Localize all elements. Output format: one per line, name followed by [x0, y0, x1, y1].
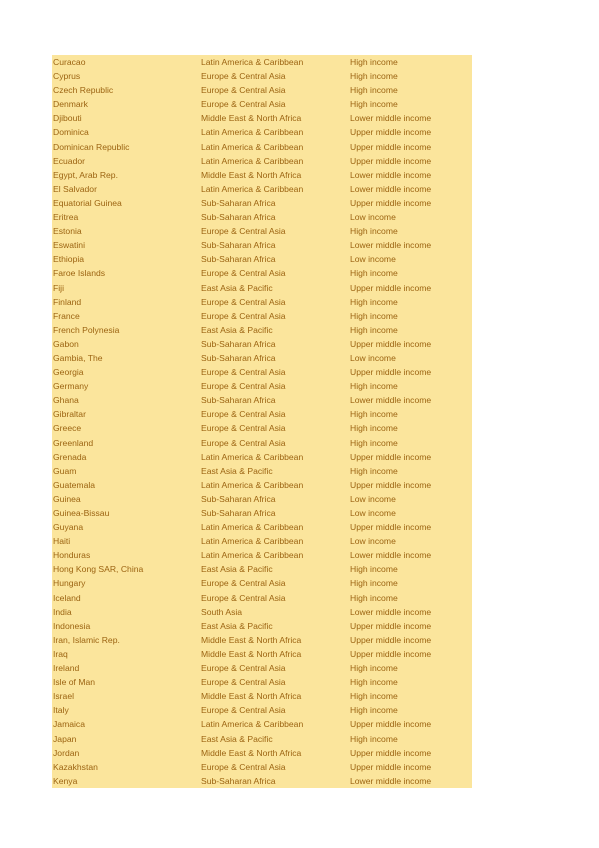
income-cell: Upper middle income	[350, 127, 432, 138]
country-cell: Greece	[53, 423, 82, 434]
income-cell: Low income	[350, 508, 396, 518]
country-cell: Guam	[53, 465, 77, 476]
country-cell: Gibraltar	[53, 409, 86, 420]
region-cell: East Asia & Pacific	[201, 564, 273, 575]
country-cell: Faroe Islands	[53, 268, 106, 279]
region-cell: Sub-Saharan Africa	[201, 508, 276, 518]
table-row	[52, 337, 472, 351]
country-cell: Iceland	[53, 592, 81, 603]
country-cell: Iraq	[53, 648, 68, 659]
table-row	[52, 196, 472, 210]
country-cell: Ireland	[53, 663, 80, 674]
table-row	[52, 576, 472, 590]
table-row	[52, 55, 472, 69]
income-cell: Upper middle income	[350, 141, 432, 152]
table-row	[52, 520, 472, 534]
income-cell: High income	[350, 296, 398, 307]
region-cell: Latin America & Caribbean	[201, 127, 304, 138]
income-cell: Lower middle income	[350, 550, 432, 561]
table-row	[52, 295, 472, 309]
region-cell: Europe & Central Asia	[201, 85, 286, 96]
country-cell: Greenland	[53, 437, 94, 448]
country-table	[52, 55, 472, 788]
country-cell: Iran, Islamic Rep.	[53, 634, 120, 645]
income-cell: Low income	[350, 493, 396, 504]
income-cell: High income	[350, 705, 398, 716]
income-cell: Low income	[350, 212, 396, 223]
income-cell: High income	[350, 437, 398, 448]
income-cell: Upper middle income	[350, 197, 432, 208]
country-cell: Curacao	[53, 57, 86, 67]
income-cell: Upper middle income	[350, 522, 432, 533]
table-row	[52, 633, 472, 647]
income-cell: Lower middle income	[350, 169, 432, 180]
table-row	[52, 464, 472, 478]
country-cell: Guyana	[53, 522, 84, 533]
region-cell: Sub-Saharan Africa	[201, 338, 276, 349]
country-cell: Japan	[53, 733, 77, 744]
region-cell: Europe & Central Asia	[201, 99, 286, 110]
region-cell: Latin America & Caribbean	[201, 536, 304, 547]
country-cell: Eritrea	[53, 212, 79, 223]
country-cell: Ghana	[53, 395, 79, 406]
country-cell: Honduras	[53, 550, 91, 561]
region-cell: East Asia & Pacific	[201, 324, 273, 335]
region-cell: Middle East & North Africa	[201, 648, 302, 659]
table-row	[52, 732, 472, 746]
region-cell: Latin America & Caribbean	[201, 155, 304, 166]
country-cell: Isle of Man	[53, 677, 96, 688]
income-cell: Low income	[350, 254, 396, 265]
country-cell: Djibouti	[53, 113, 82, 124]
region-cell: Sub-Saharan Africa	[201, 395, 276, 406]
table-row	[52, 365, 472, 379]
table-row	[52, 238, 472, 252]
table-row	[52, 224, 472, 238]
table-row	[52, 154, 472, 168]
country-cell: Ecuador	[53, 155, 86, 166]
table-row	[52, 548, 472, 562]
income-cell: Lower middle income	[350, 240, 432, 251]
table-row	[52, 281, 472, 295]
table-row	[52, 661, 472, 675]
region-cell: Europe & Central Asia	[201, 761, 286, 772]
income-cell: Upper middle income	[350, 634, 432, 645]
table-row	[52, 605, 472, 619]
income-cell: Low income	[350, 352, 396, 363]
income-cell: Lower middle income	[350, 113, 432, 124]
income-cell: Upper middle income	[350, 648, 432, 659]
country-cell: Indonesia	[53, 620, 91, 631]
income-cell: Upper middle income	[350, 155, 432, 166]
region-cell: Latin America & Caribbean	[201, 479, 304, 490]
country-cell: Germany	[53, 381, 89, 392]
income-cell: Upper middle income	[350, 620, 432, 631]
income-cell: Low income	[350, 536, 396, 547]
country-cell: Gambia, The	[53, 352, 103, 363]
table-row	[52, 182, 472, 196]
table-row	[52, 492, 472, 506]
country-cell: Denmark	[53, 99, 88, 110]
table-row	[52, 351, 472, 365]
region-cell: Europe & Central Asia	[201, 423, 286, 434]
region-cell: Sub-Saharan Africa	[201, 775, 276, 786]
table-row	[52, 421, 472, 435]
table-row	[52, 407, 472, 421]
country-cell: Finland	[53, 296, 82, 307]
region-cell: Europe & Central Asia	[201, 705, 286, 716]
country-cell: Egypt, Arab Rep.	[53, 169, 118, 180]
country-cell: French Polynesia	[53, 324, 120, 335]
income-cell: High income	[350, 733, 398, 744]
income-cell: Lower middle income	[350, 606, 432, 617]
country-cell: Hong Kong SAR, China	[53, 564, 144, 575]
table-row	[52, 266, 472, 280]
income-cell: High income	[350, 324, 398, 335]
table-row	[52, 125, 472, 139]
country-cell: Guinea-Bissau	[53, 508, 110, 518]
country-cell: Gabon	[53, 338, 79, 349]
table-row	[52, 562, 472, 576]
income-cell: Lower middle income	[350, 183, 432, 194]
country-cell: Equatorial Guinea	[53, 197, 122, 208]
country-cell: Haiti	[53, 536, 71, 547]
country-cell: India	[53, 606, 72, 617]
region-cell: Latin America & Caribbean	[201, 719, 304, 730]
table-row	[52, 619, 472, 633]
table-row	[52, 689, 472, 703]
region-cell: East Asia & Pacific	[201, 620, 273, 631]
region-cell: Middle East & North Africa	[201, 691, 302, 702]
country-cell: Georgia	[53, 367, 84, 378]
region-cell: Europe & Central Asia	[201, 268, 286, 279]
table-row	[52, 252, 472, 266]
table-row	[52, 703, 472, 717]
income-cell: High income	[350, 57, 398, 67]
income-cell: Upper middle income	[350, 367, 432, 378]
table-row	[52, 534, 472, 548]
region-cell: Sub-Saharan Africa	[201, 254, 276, 265]
region-cell: Latin America & Caribbean	[201, 141, 304, 152]
region-cell: Europe & Central Asia	[201, 226, 286, 237]
income-cell: High income	[350, 310, 398, 321]
region-cell: East Asia & Pacific	[201, 282, 273, 293]
region-cell: South Asia	[201, 606, 243, 617]
table-row	[52, 450, 472, 464]
table-row	[52, 746, 472, 760]
country-cell: Israel	[53, 691, 75, 702]
region-cell: Europe & Central Asia	[201, 578, 286, 589]
table-row	[52, 774, 472, 788]
country-cell: Estonia	[53, 226, 82, 237]
income-cell: High income	[350, 409, 398, 420]
region-cell: East Asia & Pacific	[201, 733, 273, 744]
region-cell: Europe & Central Asia	[201, 296, 286, 307]
region-cell: Europe & Central Asia	[201, 310, 286, 321]
income-cell: Upper middle income	[350, 719, 432, 730]
region-cell: Europe & Central Asia	[201, 677, 286, 688]
income-cell: High income	[350, 423, 398, 434]
table-row	[52, 647, 472, 661]
country-cell: Hungary	[53, 578, 86, 589]
region-cell: Sub-Saharan Africa	[201, 212, 276, 223]
income-cell: High income	[350, 71, 398, 82]
income-cell: High income	[350, 677, 398, 688]
income-cell: Upper middle income	[350, 451, 432, 462]
country-cell: Kenya	[53, 775, 78, 786]
table-row	[52, 111, 472, 125]
table-row	[52, 478, 472, 492]
table-row	[52, 760, 472, 774]
country-cell: Ethiopia	[53, 254, 85, 265]
region-cell: Latin America & Caribbean	[201, 183, 304, 194]
region-cell: Sub-Saharan Africa	[201, 352, 276, 363]
region-cell: East Asia & Pacific	[201, 465, 273, 476]
country-cell: Jamaica	[53, 719, 85, 730]
income-cell: High income	[350, 381, 398, 392]
country-cell: Cyprus	[53, 71, 81, 82]
country-cell: Kazakhstan	[53, 761, 98, 772]
country-cell: Guinea	[53, 493, 81, 504]
region-cell: Europe & Central Asia	[201, 437, 286, 448]
table-row	[52, 717, 472, 731]
country-cell: France	[53, 310, 80, 321]
country-cell: Dominican Republic	[53, 141, 130, 152]
income-cell: High income	[350, 691, 398, 702]
income-cell: High income	[350, 268, 398, 279]
table-row	[52, 210, 472, 224]
income-cell: Upper middle income	[350, 282, 432, 293]
income-cell: Upper middle income	[350, 338, 432, 349]
table-row	[52, 591, 472, 605]
region-cell: Latin America & Caribbean	[201, 57, 304, 67]
region-cell: Europe & Central Asia	[201, 592, 286, 603]
income-cell: High income	[350, 99, 398, 110]
table-row	[52, 323, 472, 337]
region-cell: Middle East & North Africa	[201, 113, 302, 124]
region-cell: Latin America & Caribbean	[201, 550, 304, 561]
table-row	[52, 675, 472, 689]
region-cell: Middle East & North Africa	[201, 634, 302, 645]
region-cell: Latin America & Caribbean	[201, 451, 304, 462]
income-cell: High income	[350, 85, 398, 96]
income-cell: High income	[350, 226, 398, 237]
country-cell: Fiji	[53, 282, 64, 293]
region-cell: Europe & Central Asia	[201, 409, 286, 420]
income-cell: Lower middle income	[350, 775, 432, 786]
country-cell: El Salvador	[53, 183, 97, 194]
region-cell: Europe & Central Asia	[201, 367, 286, 378]
table-row	[52, 379, 472, 393]
income-cell: High income	[350, 663, 398, 674]
table-row	[52, 506, 472, 520]
region-cell: Europe & Central Asia	[201, 663, 286, 674]
country-cell: Jordan	[53, 747, 80, 758]
income-cell: Upper middle income	[350, 747, 432, 758]
country-cell: Eswatini	[53, 240, 85, 251]
table-row	[52, 436, 472, 450]
table-row	[52, 83, 472, 97]
region-cell: Latin America & Caribbean	[201, 522, 304, 533]
country-cell: Italy	[53, 705, 69, 716]
table-row	[52, 393, 472, 407]
income-cell: High income	[350, 578, 398, 589]
region-cell: Europe & Central Asia	[201, 71, 286, 82]
region-cell: Europe & Central Asia	[201, 381, 286, 392]
income-cell: High income	[350, 592, 398, 603]
country-cell: Czech Republic	[53, 85, 114, 96]
income-cell: High income	[350, 465, 398, 476]
region-cell: Middle East & North Africa	[201, 747, 302, 758]
country-cell: Guatemala	[53, 479, 96, 490]
region-cell: Sub-Saharan Africa	[201, 493, 276, 504]
table-row	[52, 140, 472, 154]
table-row	[52, 168, 472, 182]
region-cell: Sub-Saharan Africa	[201, 197, 276, 208]
income-cell: High income	[350, 564, 398, 575]
table-row	[52, 309, 472, 323]
table-row	[52, 69, 472, 83]
income-cell: Upper middle income	[350, 479, 432, 490]
region-cell: Middle East & North Africa	[201, 169, 302, 180]
country-cell: Grenada	[53, 451, 87, 462]
country-cell: Dominica	[53, 127, 89, 138]
region-cell: Sub-Saharan Africa	[201, 240, 276, 251]
income-cell: Lower middle income	[350, 395, 432, 406]
table-row	[52, 97, 472, 111]
income-cell: Upper middle income	[350, 761, 432, 772]
